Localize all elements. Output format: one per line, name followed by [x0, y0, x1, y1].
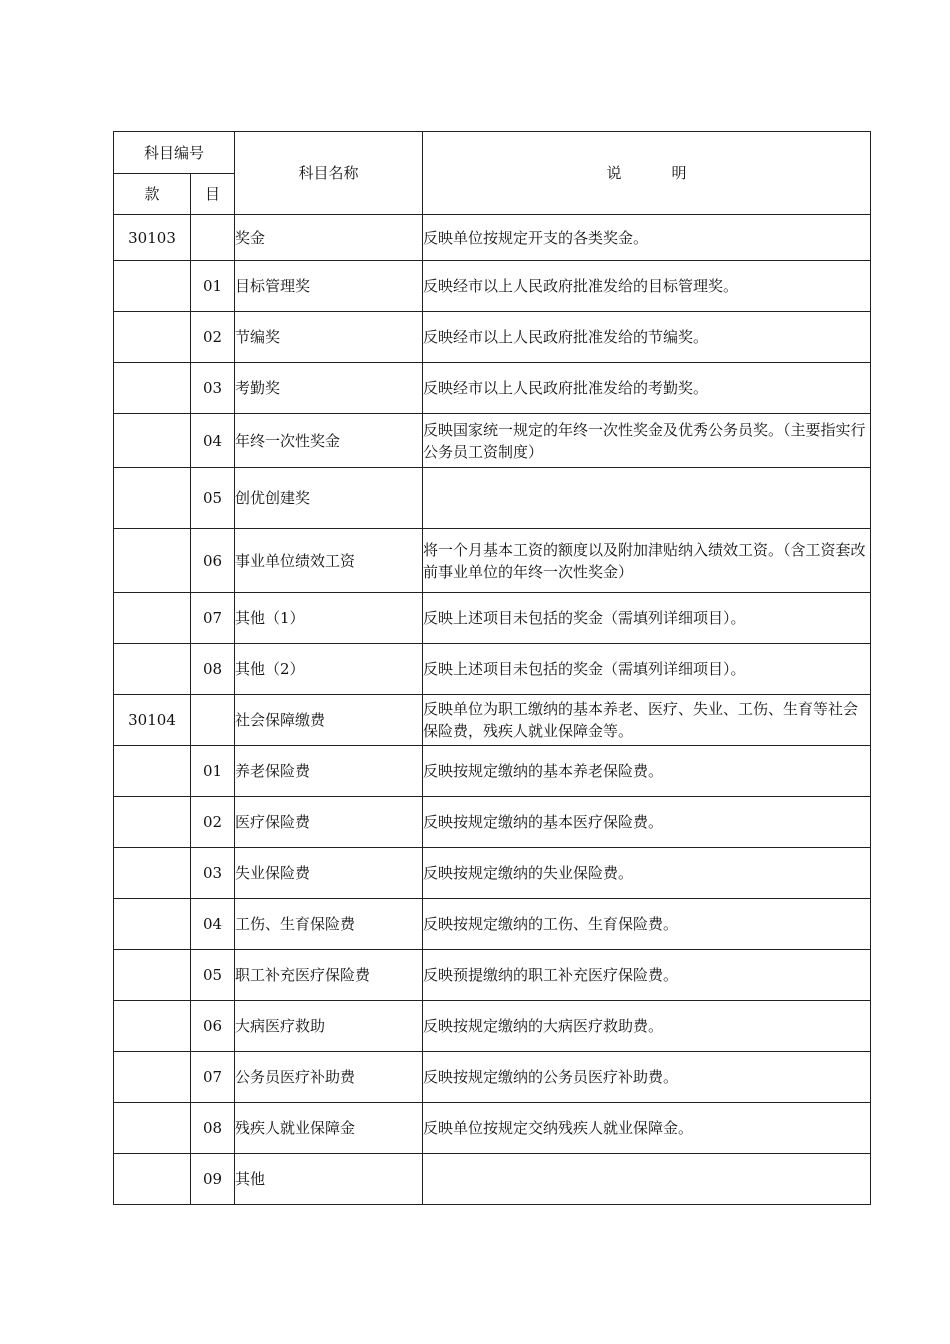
- mu-cell: 05: [191, 950, 235, 1001]
- kuan-cell: [114, 1052, 191, 1103]
- subject-name-cell: 其他: [235, 1154, 423, 1205]
- mu-cell: 02: [191, 797, 235, 848]
- subject-name-cell: 节编奖: [235, 312, 423, 363]
- kuan-cell: 30103: [114, 215, 191, 261]
- subject-name-cell: 其他（2）: [235, 644, 423, 695]
- kuan-cell: 30104: [114, 695, 191, 746]
- mu-cell: 06: [191, 529, 235, 593]
- mu-cell: 04: [191, 414, 235, 468]
- table-row: [114, 1154, 871, 1205]
- description-cell: 反映经市以上人民政府批准发给的节编奖。: [423, 312, 871, 363]
- kuan-cell: [114, 261, 191, 312]
- kuan-cell: [114, 593, 191, 644]
- header-description: [423, 132, 871, 215]
- mu-cell: 04: [191, 899, 235, 950]
- budget-subject-table: [113, 131, 871, 1205]
- kuan-cell: [114, 848, 191, 899]
- kuan-cell: [114, 797, 191, 848]
- table-row: [114, 529, 871, 593]
- subject-name-cell: 公务员医疗补助费: [235, 1052, 423, 1103]
- mu-cell: 08: [191, 644, 235, 695]
- kuan-cell: [114, 1154, 191, 1205]
- header-description-b: 明: [671, 164, 687, 182]
- subject-name-cell: 其他（1）: [235, 593, 423, 644]
- subject-name-cell: 职工补充医疗保险费: [235, 950, 423, 1001]
- description-cell: [423, 1154, 871, 1205]
- mu-cell: 05: [191, 468, 235, 529]
- subject-name-cell: 医疗保险费: [235, 797, 423, 848]
- mu-cell: 07: [191, 1052, 235, 1103]
- kuan-cell: [114, 899, 191, 950]
- description-cell: 反映按规定缴纳的基本医疗保险费。: [423, 797, 871, 848]
- table-row: [114, 312, 871, 363]
- kuan-cell: [114, 950, 191, 1001]
- kuan-cell: [114, 644, 191, 695]
- table-row: [114, 746, 871, 797]
- subject-name-cell: 残疾人就业保障金: [235, 1103, 423, 1154]
- description-cell: 反映单位按规定开支的各类奖金。: [423, 215, 871, 261]
- mu-cell: 02: [191, 312, 235, 363]
- description-cell: 反映按规定缴纳的基本养老保险费。: [423, 746, 871, 797]
- mu-cell: [191, 695, 235, 746]
- description-cell: [423, 468, 871, 529]
- subject-name-cell: 目标管理奖: [235, 261, 423, 312]
- subject-name-cell: 奖金: [235, 215, 423, 261]
- table-row: [114, 414, 871, 468]
- header-mu: 目: [191, 174, 235, 215]
- kuan-cell: [114, 414, 191, 468]
- mu-cell: 03: [191, 848, 235, 899]
- description-cell: 反映按规定缴纳的失业保险费。: [423, 848, 871, 899]
- description-cell: 反映经市以上人民政府批准发给的目标管理奖。: [423, 261, 871, 312]
- mu-cell: 01: [191, 261, 235, 312]
- table-row: [114, 899, 871, 950]
- mu-cell: [191, 215, 235, 261]
- subject-name-cell: 事业单位绩效工资: [235, 529, 423, 593]
- mu-cell: 09: [191, 1154, 235, 1205]
- table-row: [114, 644, 871, 695]
- description-cell: 反映按规定缴纳的大病医疗救助费。: [423, 1001, 871, 1052]
- description-cell: 反映单位为职工缴纳的基本养老、医疗、失业、工伤、生育等社会保险费，残疾人就业保障金等。: [423, 695, 871, 746]
- header-subject-code: 科目编号: [114, 132, 235, 174]
- kuan-cell: [114, 529, 191, 593]
- subject-name-cell: 养老保险费: [235, 746, 423, 797]
- subject-name-cell: 社会保障缴费: [235, 695, 423, 746]
- table-row: [114, 1001, 871, 1052]
- description-cell: 反映单位按规定交纳残疾人就业保障金。: [423, 1103, 871, 1154]
- description-cell: 反映上述项目未包括的奖金（需填列详细项目）。: [423, 593, 871, 644]
- subject-name-cell: 年终一次性奖金: [235, 414, 423, 468]
- mu-cell: 03: [191, 363, 235, 414]
- header-subject-name: 科目名称: [235, 132, 423, 215]
- subject-name-cell: 失业保险费: [235, 848, 423, 899]
- description-cell: 反映预提缴纳的职工补充医疗保险费。: [423, 950, 871, 1001]
- subject-name-cell: 创优创建奖: [235, 468, 423, 529]
- description-cell: 反映经市以上人民政府批准发给的考勤奖。: [423, 363, 871, 414]
- description-cell: 反映按规定缴纳的公务员医疗补助费。: [423, 1052, 871, 1103]
- subject-name-cell: 工伤、生育保险费: [235, 899, 423, 950]
- table-row: [114, 363, 871, 414]
- mu-cell: 06: [191, 1001, 235, 1052]
- kuan-cell: [114, 468, 191, 529]
- table-row: [114, 695, 871, 746]
- table-row: [114, 797, 871, 848]
- subject-name-cell: 考勤奖: [235, 363, 423, 414]
- description-cell: 反映按规定缴纳的工伤、生育保险费。: [423, 899, 871, 950]
- table-row: [114, 593, 871, 644]
- header-description-a: 说: [606, 164, 622, 182]
- kuan-cell: [114, 1103, 191, 1154]
- table-row: [114, 950, 871, 1001]
- kuan-cell: [114, 363, 191, 414]
- table-row: [114, 1052, 871, 1103]
- table-row: [114, 1103, 871, 1154]
- kuan-cell: [114, 312, 191, 363]
- mu-cell: 08: [191, 1103, 235, 1154]
- subject-name-cell: 大病医疗救助: [235, 1001, 423, 1052]
- kuan-cell: [114, 1001, 191, 1052]
- header-kuan: 款: [114, 174, 191, 215]
- table-row: [114, 261, 871, 312]
- mu-cell: 07: [191, 593, 235, 644]
- kuan-cell: [114, 746, 191, 797]
- mu-cell: 01: [191, 746, 235, 797]
- description-cell: 反映上述项目未包括的奖金（需填列详细项目）。: [423, 644, 871, 695]
- table-row: [114, 468, 871, 529]
- table-row: [114, 215, 871, 261]
- table-row: [114, 848, 871, 899]
- description-cell: 将一个月基本工资的额度以及附加津贴纳入绩效工资。（含工资套改前事业单位的年终一次性奖金）: [423, 529, 871, 593]
- description-cell: 反映国家统一规定的年终一次性奖金及优秀公务员奖。（主要指实行公务员工资制度）: [423, 414, 871, 468]
